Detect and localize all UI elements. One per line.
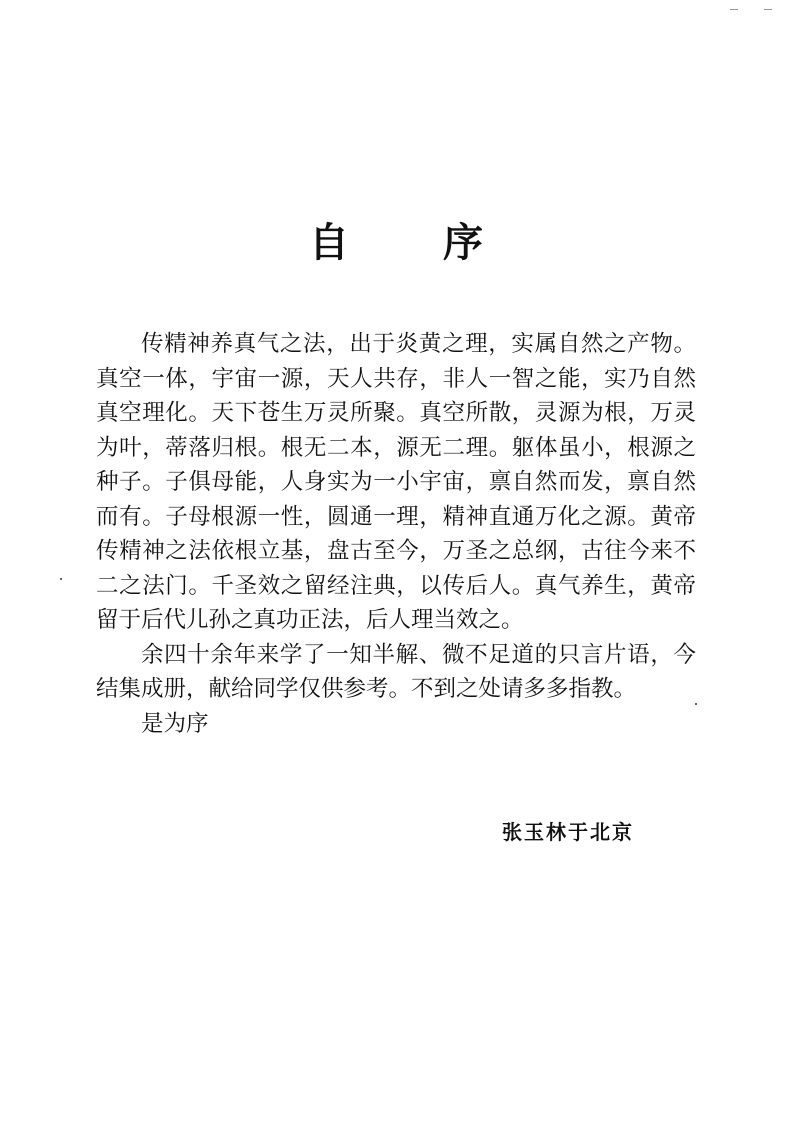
author-signature: 张玉林于北京 xyxy=(502,820,634,844)
paragraph: 传精神养真气之法，出于炎黄之理，实属自然之产物。真空一体，宇宙一源，天人共存，非人一智之能，实乃自然真空理化。天下苍生万灵所聚。真空所散，灵源为根，万灵为叶，蒂落归根。根无二本，源无二理。躯体虽小，根源之种子。子俱母能，人身实为一小宇宙，禀自然而发，禀自然而有。子母根源一性，圆通一理，精神直通万化之源。黄帝传精神之法依根立基，盘古至今，万圣之总纲，古往今来不二之法门。千圣效之留经注典，以传后人。真气养生，黄帝留于后代儿孙之真功正法，后人理当效之。 xyxy=(96,331,696,633)
scan-mark xyxy=(730,9,738,10)
closing-line: 是为序 xyxy=(141,710,209,737)
scan-mark xyxy=(764,9,772,10)
paragraph: 余四十余年来学了一知半解、微不足道的只言片语，今结集成册，献给同学仅供参考。不到之处请多多指教。 xyxy=(96,641,696,702)
scan-speck xyxy=(60,578,62,580)
page-title: 自 序 xyxy=(309,219,523,266)
preface-body xyxy=(96,327,696,741)
